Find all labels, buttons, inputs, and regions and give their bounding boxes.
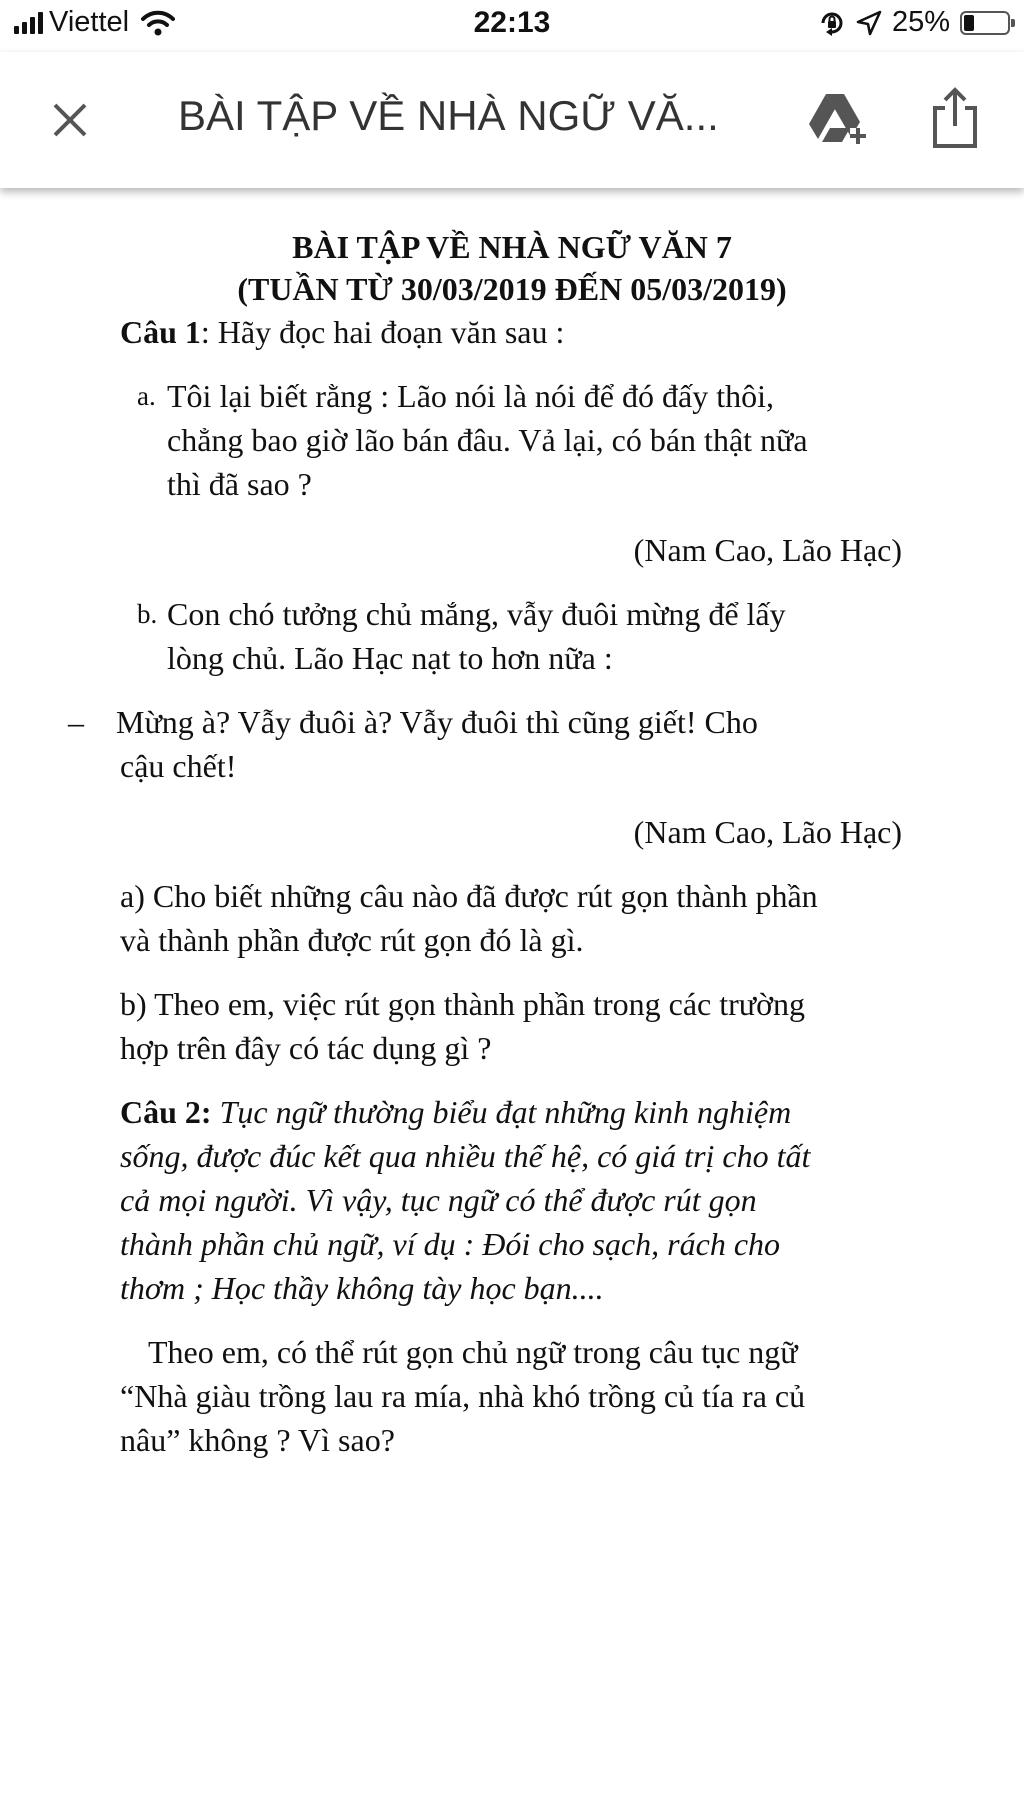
share-icon <box>928 86 982 150</box>
passage-a-line: chẳng bao giờ lão bán đâu. Vả lại, có bán thật nữa <box>167 422 808 458</box>
battery-percent: 25% <box>891 6 950 38</box>
share-button[interactable] <box>928 86 982 150</box>
document-title: BÀI TẬP VỀ NHÀ NGỮ VĂ... <box>178 92 719 139</box>
question-1b-line: hợp trên đây có tác dụng gì ? <box>120 1030 492 1066</box>
passage-a-marker: a. <box>137 381 156 411</box>
passage-b-line: Con chó tưởng chủ mắng, vẫy đuôi mừng để lấy <box>167 596 786 632</box>
question-2-line: thơm ; Học thầy không tày học bạn.... <box>120 1270 604 1306</box>
question-2-ask-line: Theo em, có thể rút gọn chủ ngữ trong câu tục ngữ <box>148 1334 798 1370</box>
document-page <box>0 188 1024 1462</box>
carrier-name: Viettel <box>49 6 130 38</box>
battery-icon <box>960 11 1010 35</box>
passage-a-line: thì đã sao ? <box>167 466 312 502</box>
question-2-ask-line: “Nhà giàu trồng lau ra mía, nhà khó trồng củ tía ra củ <box>120 1378 806 1414</box>
close-icon <box>52 102 88 138</box>
question-1b-line: b) Theo em, việc rút gọn thành phần trong các trường <box>120 986 806 1022</box>
question-2-line: thành phần chủ ngữ, ví dụ : Đói cho sạch, rách cho <box>120 1226 781 1262</box>
question-2-ask <box>0 1330 900 1462</box>
passage-a-line: Tôi lại biết rằng : Lão nói là nói để đó đấy thôi, <box>167 378 774 414</box>
question-2-label: Câu 2: <box>120 1094 212 1130</box>
passage-b-source: (Nam Cao, Lão Hạc) <box>633 814 902 850</box>
question-2-ask-line: nâu” không ? Vì sao? <box>120 1422 395 1458</box>
orientation-lock-icon <box>818 9 846 37</box>
question-1a <box>0 874 900 962</box>
passage-a-source: (Nam Cao, Lão Hạc) <box>633 532 902 568</box>
document-heading-line-2: (TUẦN TỪ 30/03/2019 ĐẾN 05/03/2019) <box>237 271 787 307</box>
question-1-text: : Hãy đọc hai đoạn văn sau : <box>200 314 565 350</box>
location-arrow-icon <box>856 10 882 36</box>
dialogue-first-line <box>58 700 900 744</box>
dialogue-dash: – <box>68 704 84 740</box>
add-to-drive-button[interactable] <box>806 90 868 152</box>
dialogue-line: cậu chết! <box>120 748 237 784</box>
question-1a-line: và thành phần được rút gọn đó là gì. <box>120 922 584 958</box>
close-button[interactable] <box>44 94 96 146</box>
status-right <box>818 6 1010 39</box>
question-2 <box>0 1090 900 1310</box>
viewer-toolbar <box>0 52 1024 188</box>
document-heading-line-1: BÀI TẬP VỀ NHÀ NGỮ VĂN 7 <box>292 229 732 265</box>
status-bar <box>0 0 1024 52</box>
question-2-line: Tục ngữ thường biểu đạt những kinh nghiệm <box>219 1094 792 1130</box>
passage-b <box>0 592 900 680</box>
passage-b-marker: b. <box>137 599 158 629</box>
battery-level-fill <box>964 15 974 31</box>
dialogue <box>0 700 900 788</box>
question-1-prompt <box>0 310 900 354</box>
dialogue-line: Mừng à? Vẫy đuôi à? Vẫy đuôi thì cũng giết! Cho <box>116 704 758 740</box>
question-2-line: sống, được đúc kết qua nhiều thế hệ, có giá trị cho tất <box>120 1138 811 1174</box>
add-to-drive-icon <box>806 90 868 152</box>
status-time: 22:13 <box>473 6 551 39</box>
question-1-label: Câu 1 <box>120 314 201 350</box>
question-1b <box>0 982 900 1070</box>
question-2-line: cả mọi người. Vì vậy, tục ngữ có thể được rút gọn <box>120 1182 757 1218</box>
passage-b-line: lòng chủ. Lão Hạc nạt to hơn nữa : <box>167 640 613 676</box>
question-2-first-line <box>120 1090 900 1134</box>
question-1a-line: a) Cho biết những câu nào đã được rút gọn thành phần <box>120 878 818 914</box>
passage-a <box>0 374 900 506</box>
